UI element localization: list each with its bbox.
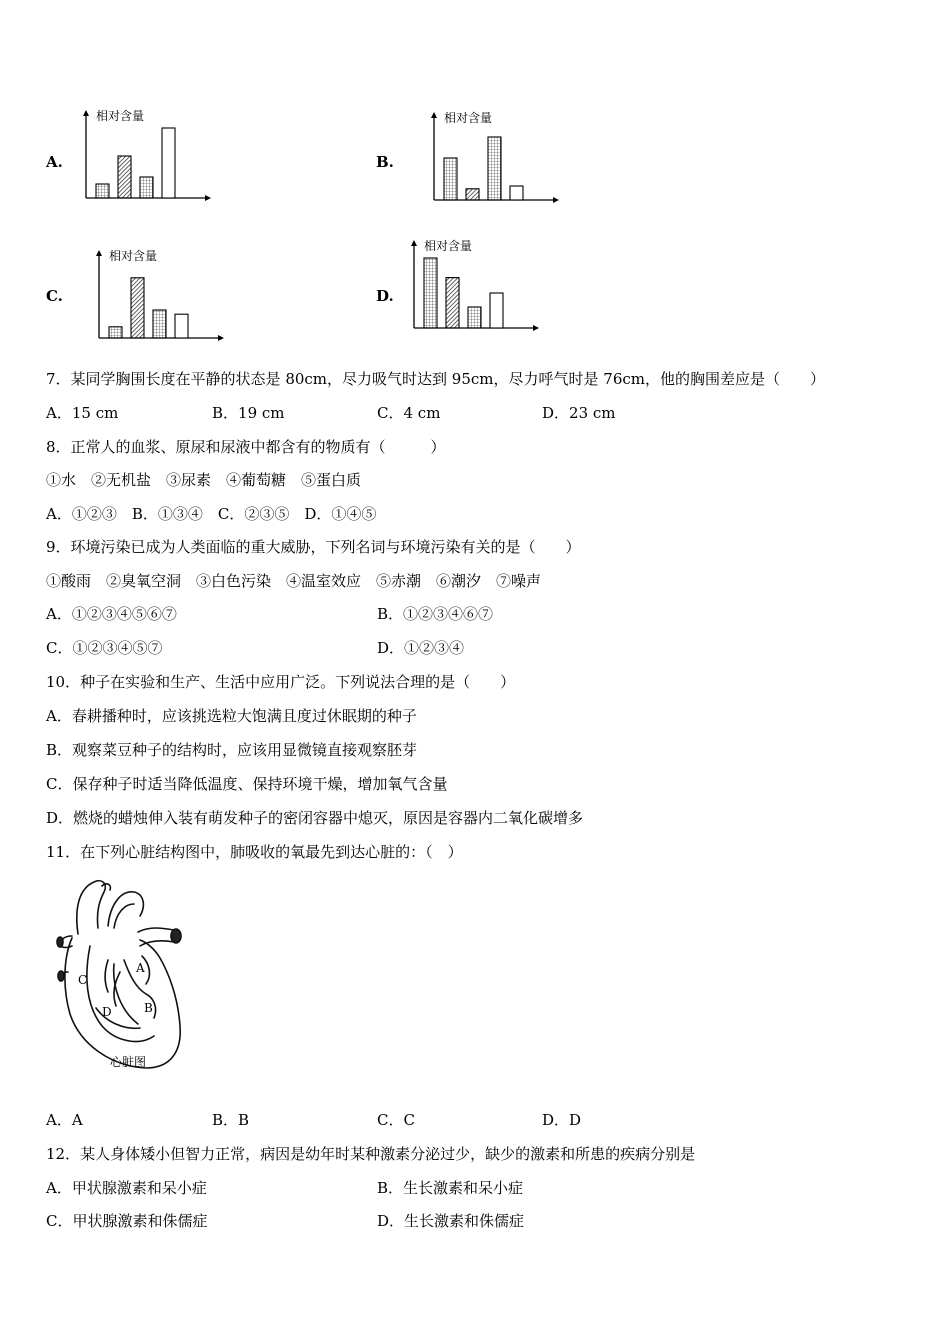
heart-label-c: C [78, 973, 88, 987]
chart-option-a-label[interactable]: A. [46, 153, 63, 171]
q9-option-a[interactable]: A．①②③④⑤⑥⑦ [46, 605, 177, 623]
question-10-stem: 10．种子在实验和生产、生活中应用广泛。下列说法合理的是（ ） [46, 673, 516, 691]
q9-option-b[interactable]: B．①②③④⑥⑦ [377, 605, 494, 623]
bar-3 [468, 307, 481, 328]
bar-chart-b [428, 110, 563, 210]
q11-option-d[interactable]: D．D [542, 1111, 582, 1129]
bar-chart-a [80, 108, 215, 208]
q9-items: ①酸雨 ②臭氧空洞 ③白色污染 ④温室效应 ⑤赤潮 ⑥潮汐 ⑦噪声 [46, 572, 542, 590]
question-9-stem: 9．环境污染已成为人类面临的重大威胁，下列名词与环境污染有关的是（ ） [46, 538, 581, 556]
q10-option-d[interactable]: D．燃烧的蜡烛伸入装有萌发种子的密闭容器中熄灭，原因是容器内二氧化碳增多 [46, 809, 584, 827]
bar-4 [162, 128, 175, 198]
q8-options[interactable]: A．①②③ B．①③④ C．②③⑤ D．①④⑤ [46, 505, 377, 523]
q12-option-b[interactable]: B．生长激素和呆小症 [377, 1179, 524, 1197]
y-axis-arrow [411, 240, 417, 246]
q12-option-d[interactable]: D．生长激素和侏儒症 [377, 1212, 525, 1230]
x-axis-arrow [533, 325, 539, 331]
q11-option-b[interactable]: B．B [212, 1111, 250, 1129]
q7-option-c[interactable]: C．4 cm [377, 404, 441, 422]
chart-option-d-label[interactable]: D. [376, 287, 394, 305]
x-axis-arrow [205, 195, 211, 201]
q7-option-d[interactable]: D．23 cm [542, 404, 616, 422]
question-11-stem: 11．在下列心脏结构图中，肺吸收的氧最先到达心脏的：（ ） [46, 843, 463, 861]
bar-1 [424, 258, 437, 328]
q10-option-a[interactable]: A．春耕播种时，应该挑选粒大饱满且度过休眠期的种子 [46, 707, 417, 725]
question-8-stem: 8．正常人的血浆、原尿和尿液中都含有的物质有（ ） [46, 438, 446, 456]
bar-chart-d [408, 238, 543, 338]
q10-option-c[interactable]: C．保存种子时适当降低温度、保持环境干燥，增加氧气含量 [46, 775, 448, 793]
q12-option-c[interactable]: C．甲状腺激素和侏儒症 [46, 1212, 208, 1230]
heart-label-d: D [102, 1005, 112, 1019]
x-axis-arrow [553, 197, 559, 203]
bar-2 [446, 278, 459, 328]
q9-option-c[interactable]: C．①②③④⑤⑦ [46, 639, 163, 657]
question-7-stem: 7．某同学胸围长度在平静的状态是 80cm，尽力吸气时达到 95cm，尽力呼气时是 76cm，他的胸围差应是（ ） [46, 370, 825, 388]
q7-option-a[interactable]: A．15 cm [46, 404, 119, 422]
chart-option-b-label[interactable]: B. [376, 153, 394, 171]
bar-4 [490, 293, 503, 328]
bar-2 [131, 278, 144, 338]
bar-chart-c [93, 248, 228, 348]
y-axis-label: 相对含量 [109, 249, 158, 263]
heart-caption: 心脏图 [110, 1055, 147, 1069]
x-axis-arrow [218, 335, 224, 341]
q12-option-a[interactable]: A．甲状腺激素和呆小症 [46, 1179, 207, 1197]
q9-option-d[interactable]: D．①②③④ [377, 639, 465, 657]
bar-2 [118, 156, 131, 198]
bar-1 [444, 158, 457, 200]
y-axis-arrow [83, 110, 89, 116]
y-axis-label: 相对含量 [444, 111, 493, 125]
bar-3 [153, 310, 166, 338]
bar-1 [109, 327, 122, 338]
chart-option-c-label[interactable]: C. [46, 287, 63, 305]
y-axis-arrow [96, 250, 102, 256]
bar-4 [510, 186, 523, 200]
heart-diagram [50, 876, 190, 1080]
q7-option-b[interactable]: B．19 cm [212, 404, 285, 422]
bar-3 [488, 137, 501, 200]
y-axis-label: 相对含量 [424, 239, 473, 253]
q11-option-c[interactable]: C．C [377, 1111, 415, 1129]
q10-option-b[interactable]: B．观察菜豆种子的结构时，应该用显微镜直接观察胚芽 [46, 741, 418, 759]
q8-items: ①水 ②无机盐 ③尿素 ④葡萄糖 ⑤蛋白质 [46, 471, 362, 489]
bar-2 [466, 189, 479, 200]
y-axis-label: 相对含量 [96, 109, 145, 123]
heart-label-a: A [136, 961, 145, 975]
heart-label-b: B [144, 1001, 153, 1015]
bar-3 [140, 177, 153, 198]
q11-option-a[interactable]: A．A [46, 1111, 83, 1129]
y-axis-arrow [431, 112, 437, 118]
question-12-stem: 12．某人身体矮小但智力正常，病因是幼年时某种激素分泌过少，缺少的激素和所患的疾病分别是 [46, 1145, 696, 1163]
bar-4 [175, 314, 188, 338]
bar-1 [96, 184, 109, 198]
